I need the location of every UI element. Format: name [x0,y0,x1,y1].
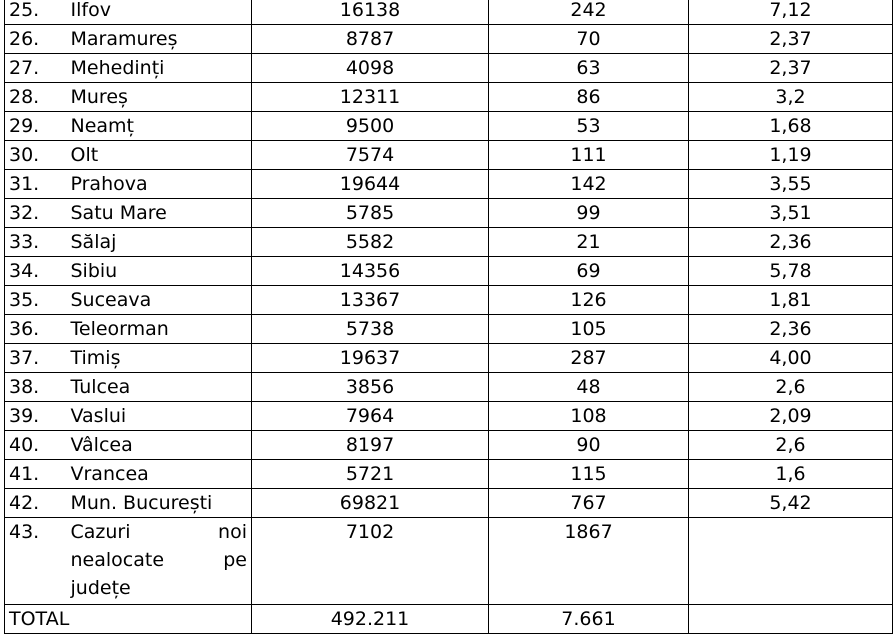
unallocated-word: noi [218,521,247,543]
cell-col-c: 3,2 [689,83,893,112]
cell-col-b: 1867 [489,518,689,605]
county-name: Mun. București [67,489,252,518]
county-name: Sibiu [67,257,252,286]
cell-col-a: 16138 [252,0,489,25]
county-name: Vrancea [67,460,252,489]
row-number: 37. [5,344,67,373]
county-name: Prahova [67,170,252,199]
cell-col-b: 108 [489,402,689,431]
cell-col-a: 8787 [252,25,489,54]
cell-col-b: 767 [489,489,689,518]
total-col-a: 492.211 [252,605,489,634]
table-body [5,0,893,518]
row-number: 38. [5,373,67,402]
cell-col-c [689,518,893,605]
cell-col-b: 105 [489,315,689,344]
table-row [5,170,893,199]
cell-col-c: 2,6 [689,373,893,402]
cell-col-b: 287 [489,344,689,373]
cell-col-a: 5582 [252,228,489,257]
county-name: Teleorman [67,315,252,344]
county-name: Mureș [67,83,252,112]
unallocated-word: nealocate [70,549,165,571]
cell-col-a: 7102 [252,518,489,605]
table-row [5,373,893,402]
cell-col-c: 2,36 [689,315,893,344]
cell-col-b: 63 [489,54,689,83]
table-row [5,54,893,83]
county-name: Olt [67,141,252,170]
cell-col-b: 242 [489,0,689,25]
table-row [5,25,893,54]
total-label: TOTAL [5,605,252,634]
cell-col-c: 1,81 [689,286,893,315]
cell-col-b: 53 [489,112,689,141]
cell-col-b: 126 [489,286,689,315]
cell-col-b: 48 [489,373,689,402]
cell-col-b: 142 [489,170,689,199]
cell-col-c: 2,09 [689,402,893,431]
cell-col-a: 12311 [252,83,489,112]
cell-col-c: 2,36 [689,228,893,257]
table-row [5,199,893,228]
table-row [5,228,893,257]
row-number: 26. [5,25,67,54]
county-name: Vâlcea [67,431,252,460]
row-number: 32. [5,199,67,228]
cell-col-c: 2,6 [689,431,893,460]
cell-col-a: 4098 [252,54,489,83]
unallocated-word: pe [223,549,247,571]
county-name: Timiș [67,344,252,373]
row-number: 41. [5,460,67,489]
table-row [5,257,893,286]
cell-col-b: 70 [489,25,689,54]
cell-col-a: 19644 [252,170,489,199]
cell-col-a: 7574 [252,141,489,170]
row-number: 27. [5,54,67,83]
county-cases-table [4,0,893,634]
unallocated-word: Cazuri [70,521,131,543]
cell-col-c: 5,78 [689,257,893,286]
table-row [5,286,893,315]
county-name: Maramureș [67,25,252,54]
total-col-c [689,605,893,634]
cell-col-a: 5738 [252,315,489,344]
county-name: Ilfov [67,0,252,25]
table-row [5,402,893,431]
cell-col-a: 13367 [252,286,489,315]
table-row [5,83,893,112]
row-number: 29. [5,112,67,141]
row-number: 39. [5,402,67,431]
cell-col-c: 5,42 [689,489,893,518]
cell-col-a: 5785 [252,199,489,228]
unallocated-row [5,518,893,605]
table-row [5,315,893,344]
row-number: 36. [5,315,67,344]
cell-col-b: 90 [489,431,689,460]
cell-col-c: 3,51 [689,199,893,228]
cell-col-a: 3856 [252,373,489,402]
cell-col-c: 2,37 [689,54,893,83]
cell-col-b: 99 [489,199,689,228]
cell-col-c: 2,37 [689,25,893,54]
county-name: Mehedinți [67,54,252,83]
cell-col-c: 1,19 [689,141,893,170]
cell-col-b: 69 [489,257,689,286]
cell-col-c: 1,6 [689,460,893,489]
cell-col-b: 21 [489,228,689,257]
cell-col-a: 19637 [252,344,489,373]
total-col-b: 7.661 [489,605,689,634]
county-name: Tulcea [67,373,252,402]
row-number: 40. [5,431,67,460]
cell-col-c: 7,12 [689,0,893,25]
cell-col-c: 4,00 [689,344,893,373]
row-number: 34. [5,257,67,286]
county-name: Neamț [67,112,252,141]
cell-col-c: 3,55 [689,170,893,199]
county-name: Satu Mare [67,199,252,228]
table-row [5,489,893,518]
cell-col-a: 14356 [252,257,489,286]
row-number: 35. [5,286,67,315]
county-name: Sălaj [67,228,252,257]
table-footer [5,518,893,634]
row-number: 30. [5,141,67,170]
table-row [5,141,893,170]
cell-col-a: 8197 [252,431,489,460]
row-number: 31. [5,170,67,199]
row-number: 25. [5,0,67,25]
total-row [5,605,893,634]
table-row [5,431,893,460]
row-number: 42. [5,489,67,518]
cell-col-a: 9500 [252,112,489,141]
table-row [5,344,893,373]
cell-col-a: 69821 [252,489,489,518]
table-row [5,460,893,489]
unallocated-word: județe [70,577,131,599]
cell-col-a: 5721 [252,460,489,489]
cell-col-b: 115 [489,460,689,489]
county-name: Vaslui [67,402,252,431]
cell-col-b: 86 [489,83,689,112]
unallocated-label [67,518,252,605]
table-row [5,112,893,141]
row-number: 43. [5,518,67,605]
cell-col-b: 111 [489,141,689,170]
row-number: 33. [5,228,67,257]
cell-col-c: 1,68 [689,112,893,141]
county-name: Suceava [67,286,252,315]
cell-col-a: 7964 [252,402,489,431]
row-number: 28. [5,83,67,112]
table-row [5,0,893,25]
